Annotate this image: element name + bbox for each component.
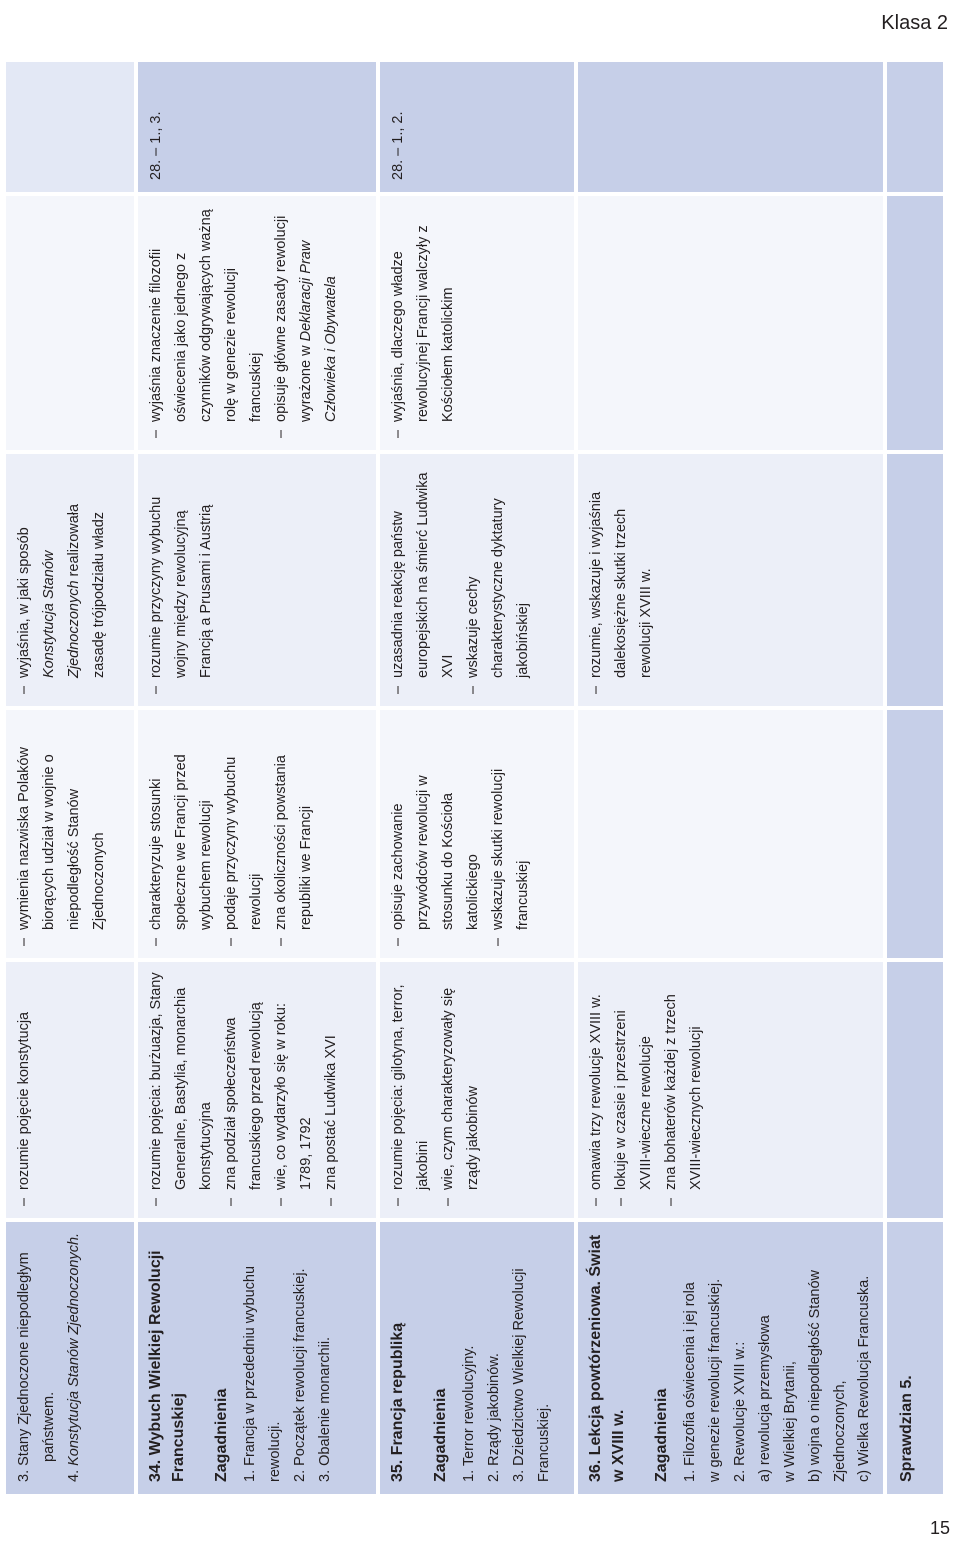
empty-cell xyxy=(885,62,945,194)
class-label: Klasa 2 xyxy=(881,12,948,34)
requirement-item: – wskazuje cechy charakterystyczne dyktatury jakobińskiej xyxy=(461,464,536,694)
requirement-item: – zna bohaterów każdej z trzech XVIII-wiecznych rewolucji xyxy=(659,972,709,1206)
requirement-cell-dostateczna xyxy=(378,708,576,960)
requirement-item: – wyjaśnia znaczenie filozofii oświecenia jako jednego z czynników odgrywających ważną rolę w genezie rewolucji francuskiej xyxy=(144,206,269,438)
section-label: Zagadnienia xyxy=(213,1388,231,1482)
requirement-item: – omawia trzy rewolucje XVIII w. xyxy=(584,972,609,1206)
requirement-item: – rozumie pojęcie konstytucja xyxy=(12,972,37,1206)
requirement-item: – wyjaśnia, dlaczego władze rewolucyjnej Francji walczyły z Kościołem katolickim xyxy=(386,206,461,438)
empty-cell xyxy=(885,708,945,960)
list-item: 2. Rządy jakobinów. xyxy=(485,1353,502,1482)
requirement-cell-dopuszczajaca xyxy=(6,960,136,1220)
requirement-item: – uzasadnia reakcję państw europejskich na śmierć Ludwika XVI xyxy=(386,464,461,694)
section-label: Zagadnienia xyxy=(653,1388,671,1482)
curriculum-table-rotated xyxy=(6,64,916,1498)
requirement-cell-bardzo-dobra xyxy=(6,194,136,452)
topic-cell xyxy=(885,1220,945,1496)
requirement-cell-dostateczna xyxy=(576,708,885,960)
test-title: Sprawdzian 5. xyxy=(898,1375,916,1482)
reference-cell xyxy=(576,62,885,194)
reference-cell xyxy=(136,62,378,194)
table-row xyxy=(6,62,136,1496)
requirement-item: – wskazuje skutki rewolucji francuskiej xyxy=(486,720,536,946)
lesson-title: 36. Lekcja powtórzeniowa. Świat w XVIII w. xyxy=(587,1234,628,1482)
requirement-cell-dobra xyxy=(378,452,576,708)
table-row xyxy=(885,62,945,1496)
empty-cell xyxy=(885,960,945,1220)
requirement-item: – opisuje zachowanie przywódców rewolucji w stosunku do Kościoła katolickiego xyxy=(386,720,486,946)
requirement-cell-dostateczna xyxy=(6,708,136,960)
requirement-item: – zna podział społeczeństwa francuskiego przed rewolucją xyxy=(219,972,269,1206)
list-item: 2. Początek rewolucji francuskiej. xyxy=(291,1268,308,1482)
requirement-cell-dobra xyxy=(576,452,885,708)
requirement-cell-dobra xyxy=(136,452,378,708)
list-item: 3. Obalenie monarchii. xyxy=(316,1336,333,1482)
requirement-item: – wymienia nazwiska Polaków biorących udział w wojnie o niepodległość Stanów Zjednoczonych xyxy=(12,720,112,946)
list-item: 3. Dziedzictwo Wielkiej Rewolucji Francuskiej. xyxy=(510,1268,552,1482)
lesson-title: 35. Francja republiką xyxy=(389,1322,406,1482)
requirement-item: – zna okoliczności powstania republiki we Francji xyxy=(269,720,319,946)
empty-cell xyxy=(885,194,945,452)
list-item: a) rewolucja przemysłowa xyxy=(756,1315,773,1482)
topic-line: państwem. xyxy=(40,1391,57,1462)
topic-cell xyxy=(6,1220,136,1496)
topic-cell xyxy=(576,1220,885,1496)
reference-text: 28. – 1., 2. xyxy=(390,111,406,180)
requirement-item: – zna postać Ludwika XVI xyxy=(319,972,344,1206)
list-item: Zjednoczonych, xyxy=(831,1380,848,1482)
requirement-item: – rozumie przyczyny wybuchu wojny między rewolucyjną Francją a Prusami i Austrią xyxy=(144,464,219,694)
requirement-item: – wie, czym charakteryzowały się rządy jakobinów xyxy=(436,972,486,1206)
topic-line: 4. Konstytucja Stanów Zjednoczonych. xyxy=(65,1232,82,1482)
section-label: Zagadnienia xyxy=(432,1388,450,1482)
topic-cell xyxy=(378,1220,576,1496)
list-item: w Wielkiej Brytanii, xyxy=(781,1361,798,1482)
requirement-cell-dobra xyxy=(6,452,136,708)
table-row xyxy=(378,62,576,1496)
reference-cell xyxy=(6,62,136,194)
list-item: 1. Filozofia oświecenia i jej rola xyxy=(681,1282,698,1482)
requirement-item: – charakteryzuje stosunki społeczne we Francji przed wybuchem rewolucji xyxy=(144,720,219,946)
requirement-item: – wie, co wydarzyło się w roku: 1789, 1792 xyxy=(269,972,319,1206)
empty-cell xyxy=(885,452,945,708)
topic-cell xyxy=(136,1220,378,1496)
requirement-item: – rozumie pojęcia: gilotyna, terror, jakobini xyxy=(386,972,436,1206)
requirement-cell-bardzo-dobra xyxy=(378,194,576,452)
requirement-item: – podaje przyczyny wybuchu rewolucji xyxy=(219,720,269,946)
lesson-title: 34. Wybuch Wielkiej Rewolucji Francuskiej xyxy=(147,1250,188,1482)
curriculum-table xyxy=(6,62,947,1498)
requirement-item: – rozumie pojęcia: burżuazja, Stany Generalne, Bastylia, monarchia konstytucyjna xyxy=(144,972,219,1206)
list-item: c) Wielka Rewolucja Francuska. xyxy=(856,1275,873,1482)
requirement-item: – lokuje w czasie i przestrzeni XVIII-wieczne rewolucje xyxy=(609,972,659,1206)
requirement-item: – opisuje główne zasady rewolucji wyrażone w Deklaracji Praw Człowieka i Obywatela xyxy=(269,206,344,438)
requirement-cell-bardzo-dobra xyxy=(136,194,378,452)
requirement-cell-dopuszczajaca xyxy=(378,960,576,1220)
requirement-cell-bardzo-dobra xyxy=(576,194,885,452)
page-number: 15 xyxy=(929,1518,950,1538)
table-row xyxy=(576,62,885,1496)
requirement-cell-dopuszczajaca xyxy=(576,960,885,1220)
requirement-item: – wyjaśnia, w jaki sposób Konstytucja Stanów Zjednoczonych realizowała zasadę trójpodziału władz xyxy=(12,464,112,694)
table-row xyxy=(136,62,378,1496)
requirement-cell-dopuszczajaca xyxy=(136,960,378,1220)
list-item: 1. Terror rewolucyjny. xyxy=(460,1345,477,1482)
topic-line: 3. Stany Zjednoczone niepodległym xyxy=(16,1252,32,1482)
requirement-item: – rozumie, wskazuje i wyjaśnia dalekosiężne skutki trzech rewolucji XVIII w. xyxy=(584,464,659,694)
reference-text: 28. – 1., 3. xyxy=(148,111,164,180)
list-item: 2. Rewolucje XVIII w.: xyxy=(731,1341,748,1482)
list-item: w genezie rewolucji francuskiej. xyxy=(706,1278,723,1482)
reference-cell xyxy=(378,62,576,194)
requirement-cell-dostateczna xyxy=(136,708,378,960)
list-item: 1. Francja w przededniu wybuchu rewolucji. xyxy=(241,1265,283,1482)
list-item: b) wojna o niepodległość Stanów xyxy=(806,1270,823,1482)
